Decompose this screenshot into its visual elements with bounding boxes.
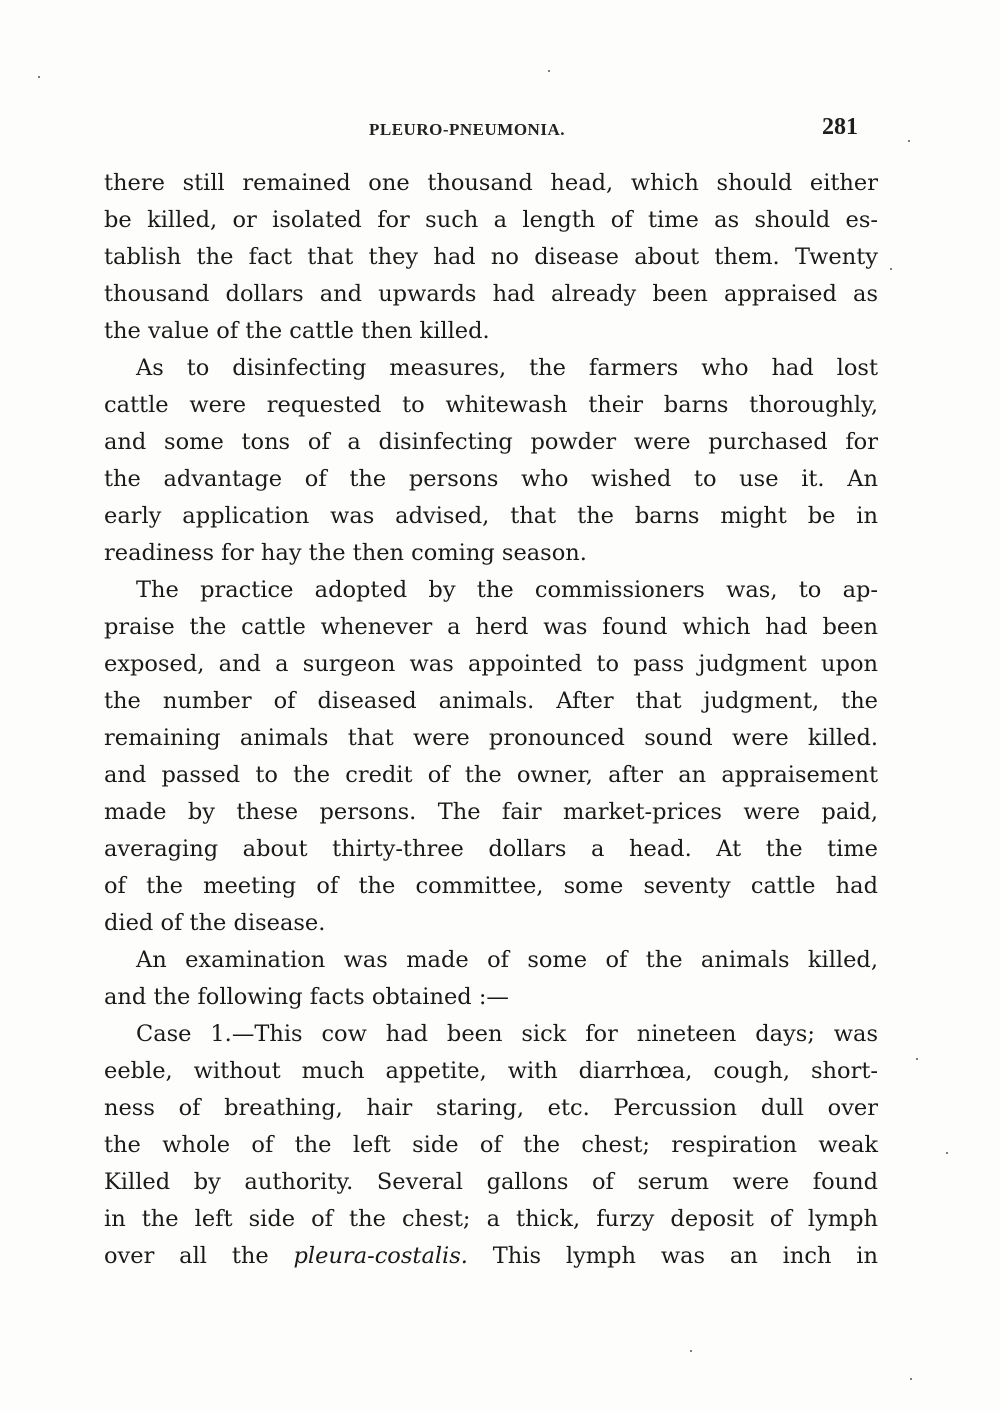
text-line: ness of breathing, hair staring, etc. Percussion dull over	[104, 1095, 878, 1121]
text-line: remaining animals that were pronounced sound were killed.	[104, 725, 878, 751]
text-line: and passed to the credit of the owner, after an appraisement	[104, 762, 878, 788]
scan-speck	[548, 70, 550, 72]
text-line: tablish the fact that they had no disease about them. Twenty	[104, 244, 878, 270]
italic-term: pleura-costalis.	[293, 1243, 468, 1269]
text-line: made by these persons. The fair market-prices were paid,	[104, 799, 878, 825]
text-line: and some tons of a disinfecting powder were purchased for	[104, 429, 878, 455]
text-line: An examination was made of some of the animals killed,	[136, 947, 878, 973]
text-line: and the following facts obtained :—	[104, 984, 509, 1010]
scan-speck	[910, 1378, 912, 1380]
text-line: in the left side of the chest; a thick, furzy deposit of lymph	[104, 1206, 878, 1232]
text-line: thousand dollars and upwards had already been appraised as	[104, 281, 878, 307]
text-line: of the meeting of the committee, some seventy cattle had	[104, 873, 878, 899]
text-line: there still remained one thousand head, which should either	[104, 170, 878, 196]
text-line: died of the disease.	[104, 910, 326, 936]
text-line: the number of diseased animals. After that judgment, the	[104, 688, 878, 714]
page-number: 281	[822, 114, 858, 140]
text-line: The practice adopted by the commissioners was, to ap-	[136, 577, 878, 603]
scan-speck	[38, 76, 40, 78]
body-text	[104, 165, 878, 1275]
text-line: early application was advised, that the barns might be in	[104, 503, 878, 529]
text-line: readiness for hay the then coming season.	[104, 540, 587, 566]
text-line: Case 1.—This cow had been sick for nineteen days; was	[136, 1021, 878, 1047]
scan-speck	[890, 268, 892, 270]
text-line: Killed by authority. Several gallons of serum were found	[104, 1169, 878, 1195]
text-line: the whole of the left side of the chest; respiration weak	[104, 1132, 878, 1158]
scan-speck	[916, 1058, 918, 1060]
scan-speck	[946, 1152, 948, 1154]
text-line: cattle were requested to whitewash their barns thoroughly,	[104, 392, 878, 418]
text-line: exposed, and a surgeon was appointed to pass judgment upon	[104, 651, 878, 677]
text-line: praise the cattle whenever a herd was found which had been	[104, 614, 878, 640]
text-line: averaging about thirty-three dollars a head. At the time	[104, 836, 878, 862]
scan-speck	[908, 140, 910, 142]
text-line: the value of the cattle then killed.	[104, 318, 490, 344]
text-line: be killed, or isolated for such a length of time as should es-	[104, 207, 878, 233]
scan-speck	[690, 1350, 692, 1352]
text-line: eeble, without much appetite, with diarrhœa, cough, short-	[104, 1058, 878, 1084]
text-line: over all the pleura-costalis. This lymph was an inch in	[104, 1243, 878, 1269]
text-line: As to disinfecting measures, the farmers who had lost	[136, 355, 878, 381]
text-line: the advantage of the persons who wished to use it. An	[104, 466, 878, 492]
running-title: PLEURO-PNEUMONIA.	[369, 120, 565, 139]
